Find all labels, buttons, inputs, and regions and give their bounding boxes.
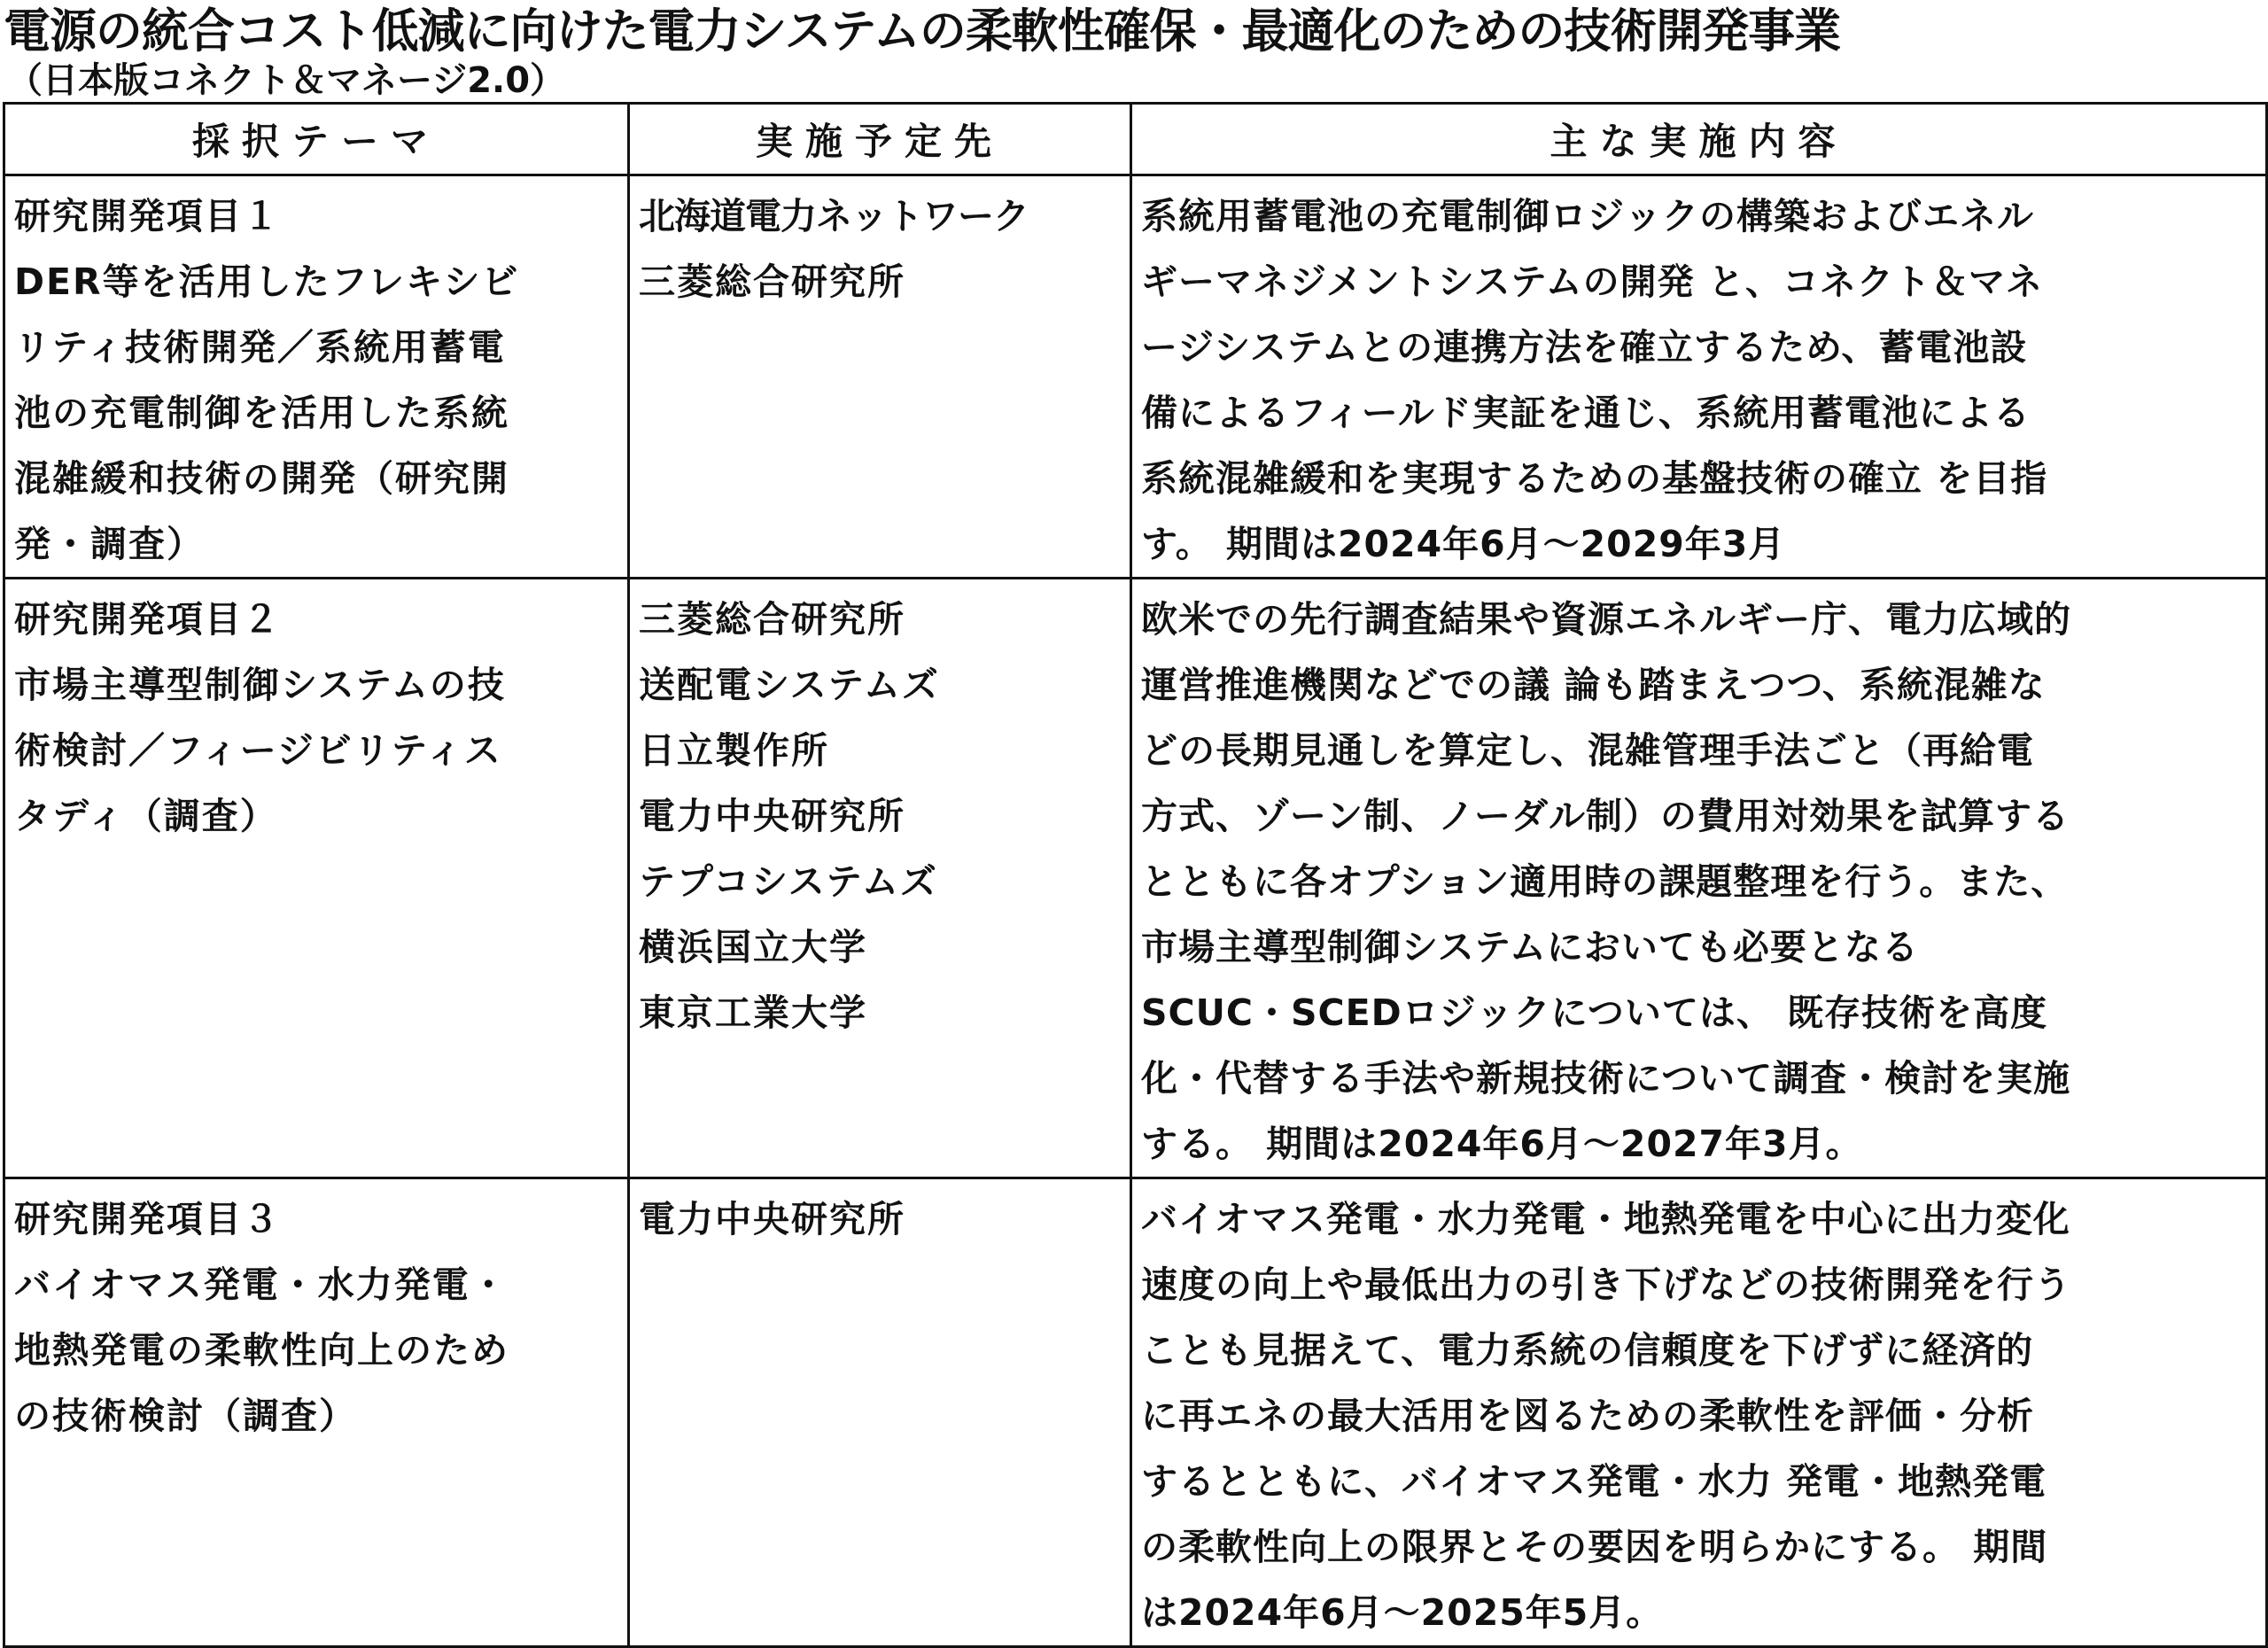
- content-line: す。 期間は2024年6月～2029年3月: [1141, 523, 1786, 565]
- content-line: の柔軟性向上の限界とその要因を明らかにする。 期間: [1141, 1526, 2048, 1568]
- content-line: 欧米での先行調査結果や資源エネルギー庁、電力広域的: [1141, 598, 2071, 641]
- content-cell: [1131, 1178, 2267, 1647]
- theme-line: 市場主導型制御システムの技: [14, 664, 506, 706]
- theme-line: 池の充電制御を活用した系統: [14, 392, 509, 434]
- content-line: 系統混雑緩和を実現するための基盤技術の確立 を目指: [1141, 457, 2048, 500]
- theme-cell: [4, 175, 629, 579]
- content-line: SCUC・SCEDロジックについては、 既存技術を高度: [1141, 991, 2048, 1034]
- theme-line: 研究開発項目１: [14, 195, 281, 237]
- content-line: 系統用蓄電池の充電制御ロジックの構築およびエネル: [1141, 195, 2034, 237]
- theme-cell: [4, 1178, 629, 1647]
- theme-cell: [4, 579, 629, 1178]
- theme-line: 混雑緩和技術の開発（研究開: [14, 457, 509, 500]
- content-line: ージシステムとの連携方法を確立するため、蓄電池設: [1141, 326, 2028, 369]
- theme-line: DER等を活用したフレキシビ: [14, 260, 520, 303]
- theme-line: の技術検討（調査）: [14, 1395, 357, 1437]
- content-cell: [1131, 579, 2267, 1178]
- content-line: 化・代替する手法や新規技術について調査・検討を実施: [1141, 1057, 2071, 1100]
- page-subtitle: （日本版コネクト＆マネージ2.0）: [7, 60, 566, 101]
- content-line: バイオマス発電・水力発電・地熱発電を中心に出力変化: [1141, 1198, 2070, 1240]
- implementer-name: 東京工業大学: [639, 991, 867, 1034]
- theme-line: バイオマス発電・水力発電・: [14, 1263, 509, 1306]
- table-row: [4, 175, 2267, 579]
- theme-line: タディ（調査）: [14, 795, 278, 837]
- theme-line: 研究開発項目３: [14, 1198, 281, 1240]
- implementer-name: 日立製作所: [639, 729, 829, 772]
- content-line: 方式、ゾーン制、ノーダル制）の費用対効果を試算する: [1141, 795, 2070, 837]
- table-header-row: [4, 104, 2267, 175]
- content-line: ことも見据えて、電力系統の信頼度を下げずに経済的: [1141, 1329, 2034, 1372]
- implementer-name: 三菱総合研究所: [639, 260, 905, 303]
- column-header-content: 主な実施内容: [1131, 104, 2267, 175]
- table-row: [4, 1178, 2267, 1647]
- theme-line: 術検討／フィージビリティス: [14, 729, 502, 772]
- implementers-cell: [629, 1178, 1131, 1647]
- implementer-name: 三菱総合研究所: [639, 598, 905, 641]
- table-row: [4, 579, 2267, 1178]
- implementer-name: 電力中央研究所: [639, 1198, 905, 1240]
- implementer-name: 電力中央研究所: [639, 795, 905, 837]
- content-line: する。 期間は2024年6月～2027年3月。: [1141, 1123, 1863, 1165]
- content-line: ギーマネジメントシステムの開発 と、コネクト＆マネ: [1141, 260, 2043, 303]
- content-line: 速度の向上や最低出力の引き下げなどの技術開発を行う: [1141, 1263, 2071, 1306]
- theme-line: 発・調査）: [14, 523, 205, 565]
- implementer-name: テプコシステムズ: [639, 860, 938, 903]
- theme-line: 地熱発電の柔軟性向上のため: [14, 1329, 509, 1372]
- content-cell: [1131, 175, 2267, 579]
- implementers-cell: [629, 175, 1131, 579]
- content-line: するとともに、バイオマス発電・水力 発電・地熱発電: [1141, 1460, 2047, 1503]
- theme-line: リティ技術開発／系統用蓄電: [14, 326, 506, 369]
- content-line: とともに各オプション適用時の課題整理を行う。また、: [1141, 860, 2069, 903]
- page-title: 電源の統合コスト低減に向けた電力システムの柔軟性確保・最適化のための技術開発事業: [4, 4, 1841, 58]
- content-line: 備によるフィールド実証を通じ、系統用蓄電池による: [1141, 392, 2031, 434]
- content-line: どの長期見通しを算定し、混雑管理手法ごと（再給電: [1141, 729, 2034, 772]
- implementers-cell: [629, 579, 1131, 1178]
- content-line: に再エネの最大活用を図るための柔軟性を評価・分析: [1141, 1395, 2034, 1437]
- implementer-name: 北海道電力ネットワーク: [639, 195, 1029, 237]
- content-line: 市場主導型制御システムにおいても必要となる: [1141, 926, 1919, 968]
- column-header-implementers: 実施予定先: [629, 104, 1131, 175]
- content-line: 運営推進機関などでの議 論も踏まえつつ、系統混雑な: [1141, 664, 2046, 706]
- column-header-theme: 採択テーマ: [4, 104, 629, 175]
- implementer-name: 送配電システムズ: [639, 664, 940, 706]
- implementer-name: 横浜国立大学: [639, 926, 867, 968]
- projects-table: [3, 102, 2268, 1648]
- theme-line: 研究開発項目２: [14, 598, 281, 641]
- content-line: は2024年6月～2025年5月。: [1141, 1591, 1664, 1634]
